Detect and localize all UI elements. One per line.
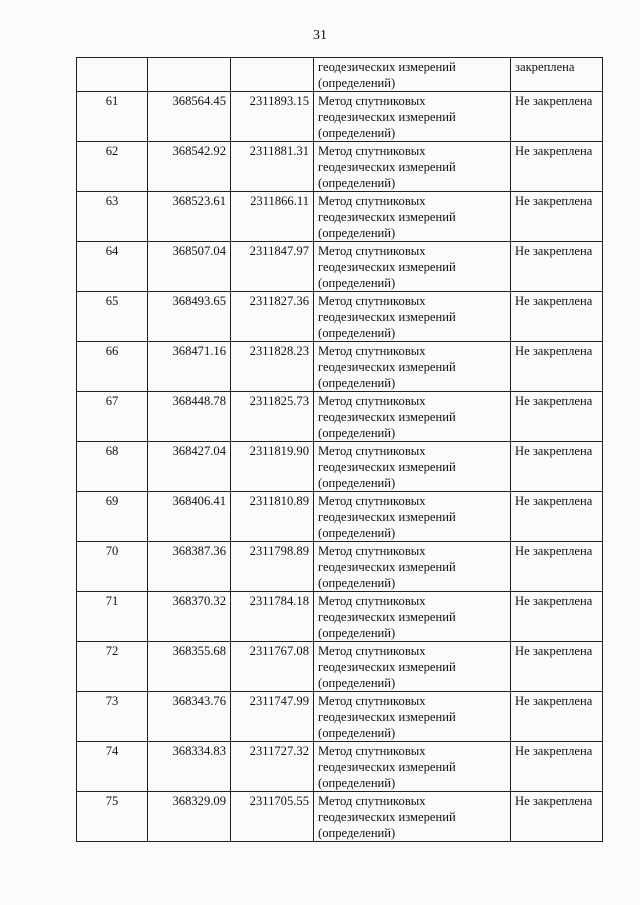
method-cell: Метод спутниковых геодезических измерений (определений) [314, 592, 511, 642]
y-coordinate-cell: 2311819.90 [231, 442, 314, 492]
method-cell: Метод спутниковых геодезических измерений (определений) [314, 342, 511, 392]
fixation-cell: Не закреплена [511, 92, 603, 142]
point-number-cell: 62 [77, 142, 148, 192]
y-coordinate-cell: 2311881.31 [231, 142, 314, 192]
fixation-cell: Не закреплена [511, 392, 603, 442]
x-coordinate-cell: 368542.92 [148, 142, 231, 192]
table-row [77, 342, 603, 392]
y-coordinate-cell: 2311825.73 [231, 392, 314, 442]
fixation-cell: Не закреплена [511, 542, 603, 592]
point-number-cell: 64 [77, 242, 148, 292]
y-coordinate-cell: 2311810.89 [231, 492, 314, 542]
table-row [77, 642, 603, 692]
x-coordinate-cell: 368387.36 [148, 542, 231, 592]
table-row [77, 442, 603, 492]
x-coordinate-cell: 368493.65 [148, 292, 231, 342]
table-row [77, 192, 603, 242]
point-number-cell: 75 [77, 792, 148, 842]
point-number-cell: 71 [77, 592, 148, 642]
fixation-cell: Не закреплена [511, 342, 603, 392]
x-coordinate-cell: 368471.16 [148, 342, 231, 392]
x-coordinate-cell [148, 58, 231, 92]
x-coordinate-cell: 368564.45 [148, 92, 231, 142]
table-row [77, 492, 603, 542]
fixation-cell: Не закреплена [511, 242, 603, 292]
x-coordinate-cell: 368523.61 [148, 192, 231, 242]
y-coordinate-cell: 2311866.11 [231, 192, 314, 242]
point-number-cell: 69 [77, 492, 148, 542]
point-number-cell: 65 [77, 292, 148, 342]
x-coordinate-cell: 368406.41 [148, 492, 231, 542]
coordinates-table-body [77, 58, 603, 842]
x-coordinate-cell: 368334.83 [148, 742, 231, 792]
fixation-cell: Не закреплена [511, 192, 603, 242]
method-cell: Метод спутниковых геодезических измерений (определений) [314, 292, 511, 342]
x-coordinate-cell: 368355.68 [148, 642, 231, 692]
table-row [77, 392, 603, 442]
x-coordinate-cell: 368507.04 [148, 242, 231, 292]
coordinates-table [76, 57, 603, 842]
fixation-cell: Не закреплена [511, 492, 603, 542]
method-cell: Метод спутниковых геодезических измерений (определений) [314, 442, 511, 492]
point-number-cell [77, 58, 148, 92]
table-row [77, 792, 603, 842]
method-cell: геодезических измерений (определений) [314, 58, 511, 92]
table-row [77, 242, 603, 292]
y-coordinate-cell: 2311705.55 [231, 792, 314, 842]
y-coordinate-cell: 2311727.32 [231, 742, 314, 792]
x-coordinate-cell: 368448.78 [148, 392, 231, 442]
fixation-cell: Не закреплена [511, 292, 603, 342]
fixation-cell: Не закреплена [511, 692, 603, 742]
point-number-cell: 66 [77, 342, 148, 392]
y-coordinate-cell: 2311828.23 [231, 342, 314, 392]
table-row [77, 92, 603, 142]
x-coordinate-cell: 368427.04 [148, 442, 231, 492]
x-coordinate-cell: 368343.76 [148, 692, 231, 742]
fixation-cell: Не закреплена [511, 142, 603, 192]
method-cell: Метод спутниковых геодезических измерений (определений) [314, 542, 511, 592]
x-coordinate-cell: 368370.32 [148, 592, 231, 642]
page-number: 31 [313, 28, 327, 43]
method-cell: Метод спутниковых геодезических измерений (определений) [314, 742, 511, 792]
method-cell: Метод спутниковых геодезических измерений (определений) [314, 192, 511, 242]
method-cell: Метод спутниковых геодезических измерений (определений) [314, 92, 511, 142]
y-coordinate-cell: 2311798.89 [231, 542, 314, 592]
fixation-cell: Не закреплена [511, 642, 603, 692]
table-row-continued [77, 58, 603, 92]
table-row [77, 292, 603, 342]
point-number-cell: 72 [77, 642, 148, 692]
fixation-cell: Не закреплена [511, 592, 603, 642]
fixation-cell: Не закреплена [511, 742, 603, 792]
method-cell: Метод спутниковых геодезических измерений (определений) [314, 142, 511, 192]
method-cell: Метод спутниковых геодезических измерений (определений) [314, 692, 511, 742]
y-coordinate-cell: 2311893.15 [231, 92, 314, 142]
fixation-cell: Не закреплена [511, 792, 603, 842]
point-number-cell: 63 [77, 192, 148, 242]
y-coordinate-cell: 2311784.18 [231, 592, 314, 642]
point-number-cell: 67 [77, 392, 148, 442]
table-row [77, 742, 603, 792]
point-number-cell: 74 [77, 742, 148, 792]
method-cell: Метод спутниковых геодезических измерений (определений) [314, 792, 511, 842]
method-cell: Метод спутниковых геодезических измерений (определений) [314, 642, 511, 692]
fixation-cell: закреплена [511, 58, 603, 92]
y-coordinate-cell: 2311827.36 [231, 292, 314, 342]
fixation-cell: Не закреплена [511, 442, 603, 492]
y-coordinate-cell [231, 58, 314, 92]
table-row [77, 592, 603, 642]
x-coordinate-cell: 368329.09 [148, 792, 231, 842]
table-row [77, 542, 603, 592]
point-number-cell: 61 [77, 92, 148, 142]
method-cell: Метод спутниковых геодезических измерений (определений) [314, 242, 511, 292]
table-row [77, 142, 603, 192]
method-cell: Метод спутниковых геодезических измерений (определений) [314, 492, 511, 542]
y-coordinate-cell: 2311747.99 [231, 692, 314, 742]
y-coordinate-cell: 2311847.97 [231, 242, 314, 292]
method-cell: Метод спутниковых геодезических измерений (определений) [314, 392, 511, 442]
table-row [77, 692, 603, 742]
point-number-cell: 73 [77, 692, 148, 742]
point-number-cell: 68 [77, 442, 148, 492]
y-coordinate-cell: 2311767.08 [231, 642, 314, 692]
point-number-cell: 70 [77, 542, 148, 592]
